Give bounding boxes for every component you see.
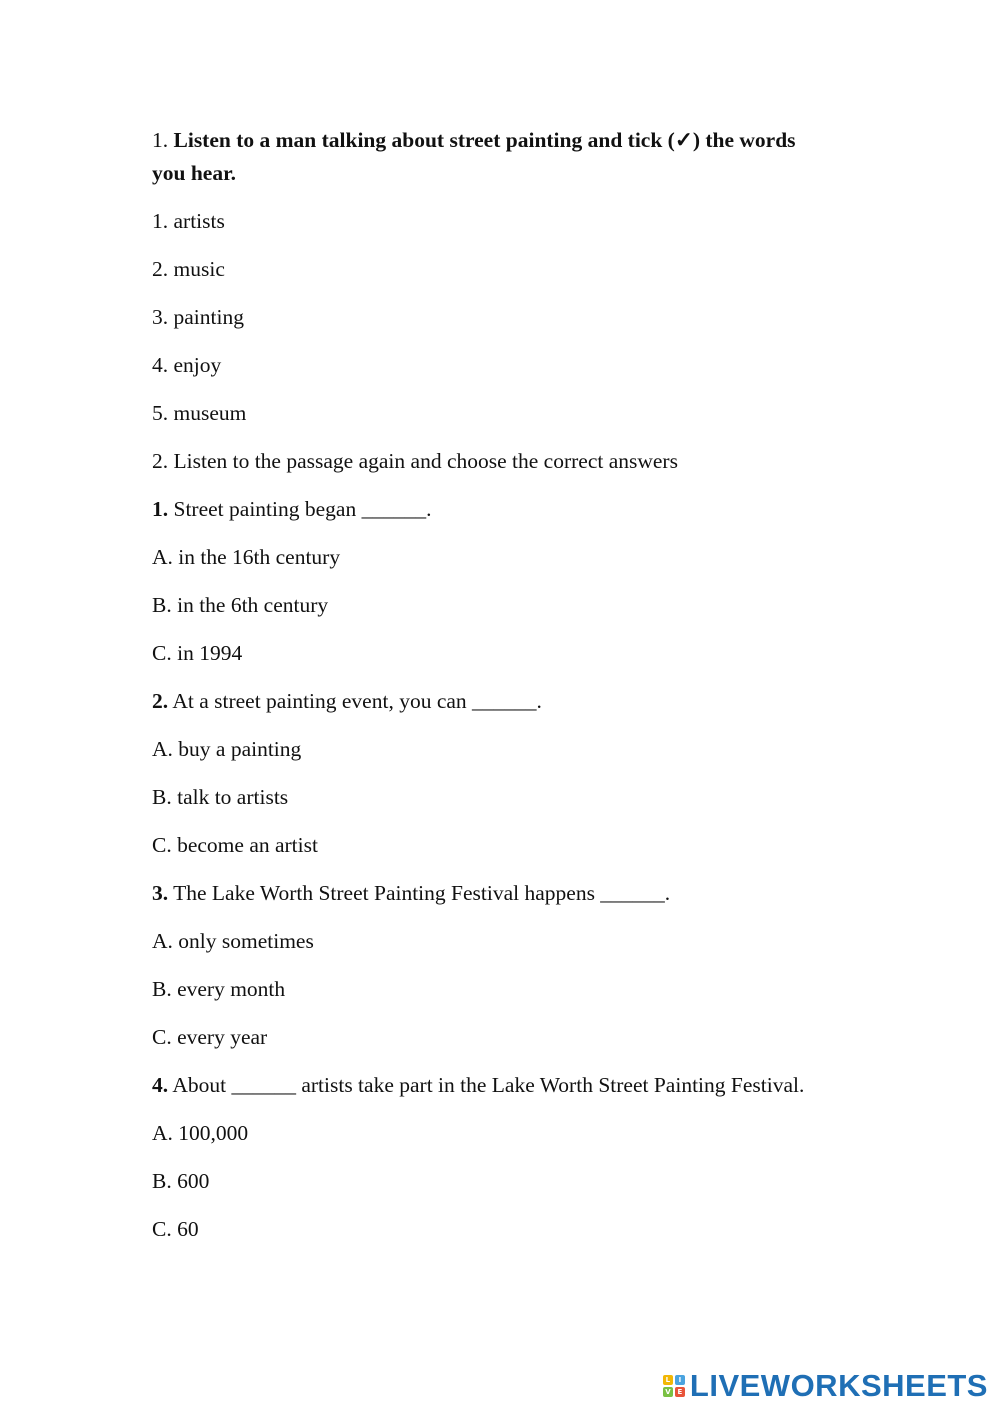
logo-icon xyxy=(663,1375,685,1397)
logo-block: L xyxy=(663,1375,673,1385)
answer-option[interactable]: B. every month xyxy=(152,977,286,1001)
section1-heading xyxy=(152,124,832,190)
question-number: 3. xyxy=(152,881,169,905)
question-number: 1. xyxy=(152,497,169,521)
question-4 xyxy=(152,1069,832,1102)
question-text: The Lake Worth Street Painting Festival happens ______. xyxy=(173,881,671,905)
section2-instruction: 2. Listen to the passage again and choose the correct answers xyxy=(152,449,678,473)
logo-block: I xyxy=(675,1375,685,1385)
word-item[interactable]: 3. painting xyxy=(152,305,244,329)
question-text: At a street painting event, you can ______. xyxy=(172,689,542,713)
answer-option[interactable]: B. talk to artists xyxy=(152,785,289,809)
answer-option[interactable]: C. every year xyxy=(152,1025,268,1049)
question-2 xyxy=(152,685,832,718)
answer-option[interactable]: B. in the 6th century xyxy=(152,593,329,617)
question-3 xyxy=(152,877,832,910)
question-1 xyxy=(152,493,832,526)
section1-instruction: Listen to a man talking about street painting and tick (✓) the words you hear. xyxy=(152,128,801,185)
question-text: Street painting began ______. xyxy=(173,497,432,521)
logo-block: V xyxy=(663,1387,673,1397)
answer-option[interactable]: A. in the 16th century xyxy=(152,545,341,569)
word-item[interactable]: 2. music xyxy=(152,257,225,281)
answer-option[interactable]: C. in 1994 xyxy=(152,641,243,665)
section1-number: 1. xyxy=(152,128,169,152)
question-number: 4. xyxy=(152,1073,169,1097)
brand-name: LIVEWORKSHEETS xyxy=(689,1368,988,1403)
word-item[interactable]: 5. museum xyxy=(152,401,247,425)
word-item[interactable]: 4. enjoy xyxy=(152,353,222,377)
word-item[interactable]: 1. artists xyxy=(152,209,225,233)
question-text: About ______ artists take part in the Lake Worth Street Painting Festival. xyxy=(172,1073,805,1097)
question-number: 2. xyxy=(152,689,169,713)
answer-option[interactable]: A. 100,000 xyxy=(152,1121,249,1145)
answer-option[interactable]: C. 60 xyxy=(152,1217,199,1241)
answer-option[interactable]: A. buy a painting xyxy=(152,737,302,761)
logo-block: E xyxy=(675,1387,685,1397)
answer-option[interactable]: B. 600 xyxy=(152,1169,210,1193)
answer-option[interactable]: C. become an artist xyxy=(152,833,318,857)
worksheet xyxy=(152,124,832,1261)
answer-option[interactable]: A. only sometimes xyxy=(152,929,314,953)
liveworksheets-logo xyxy=(663,1368,988,1404)
